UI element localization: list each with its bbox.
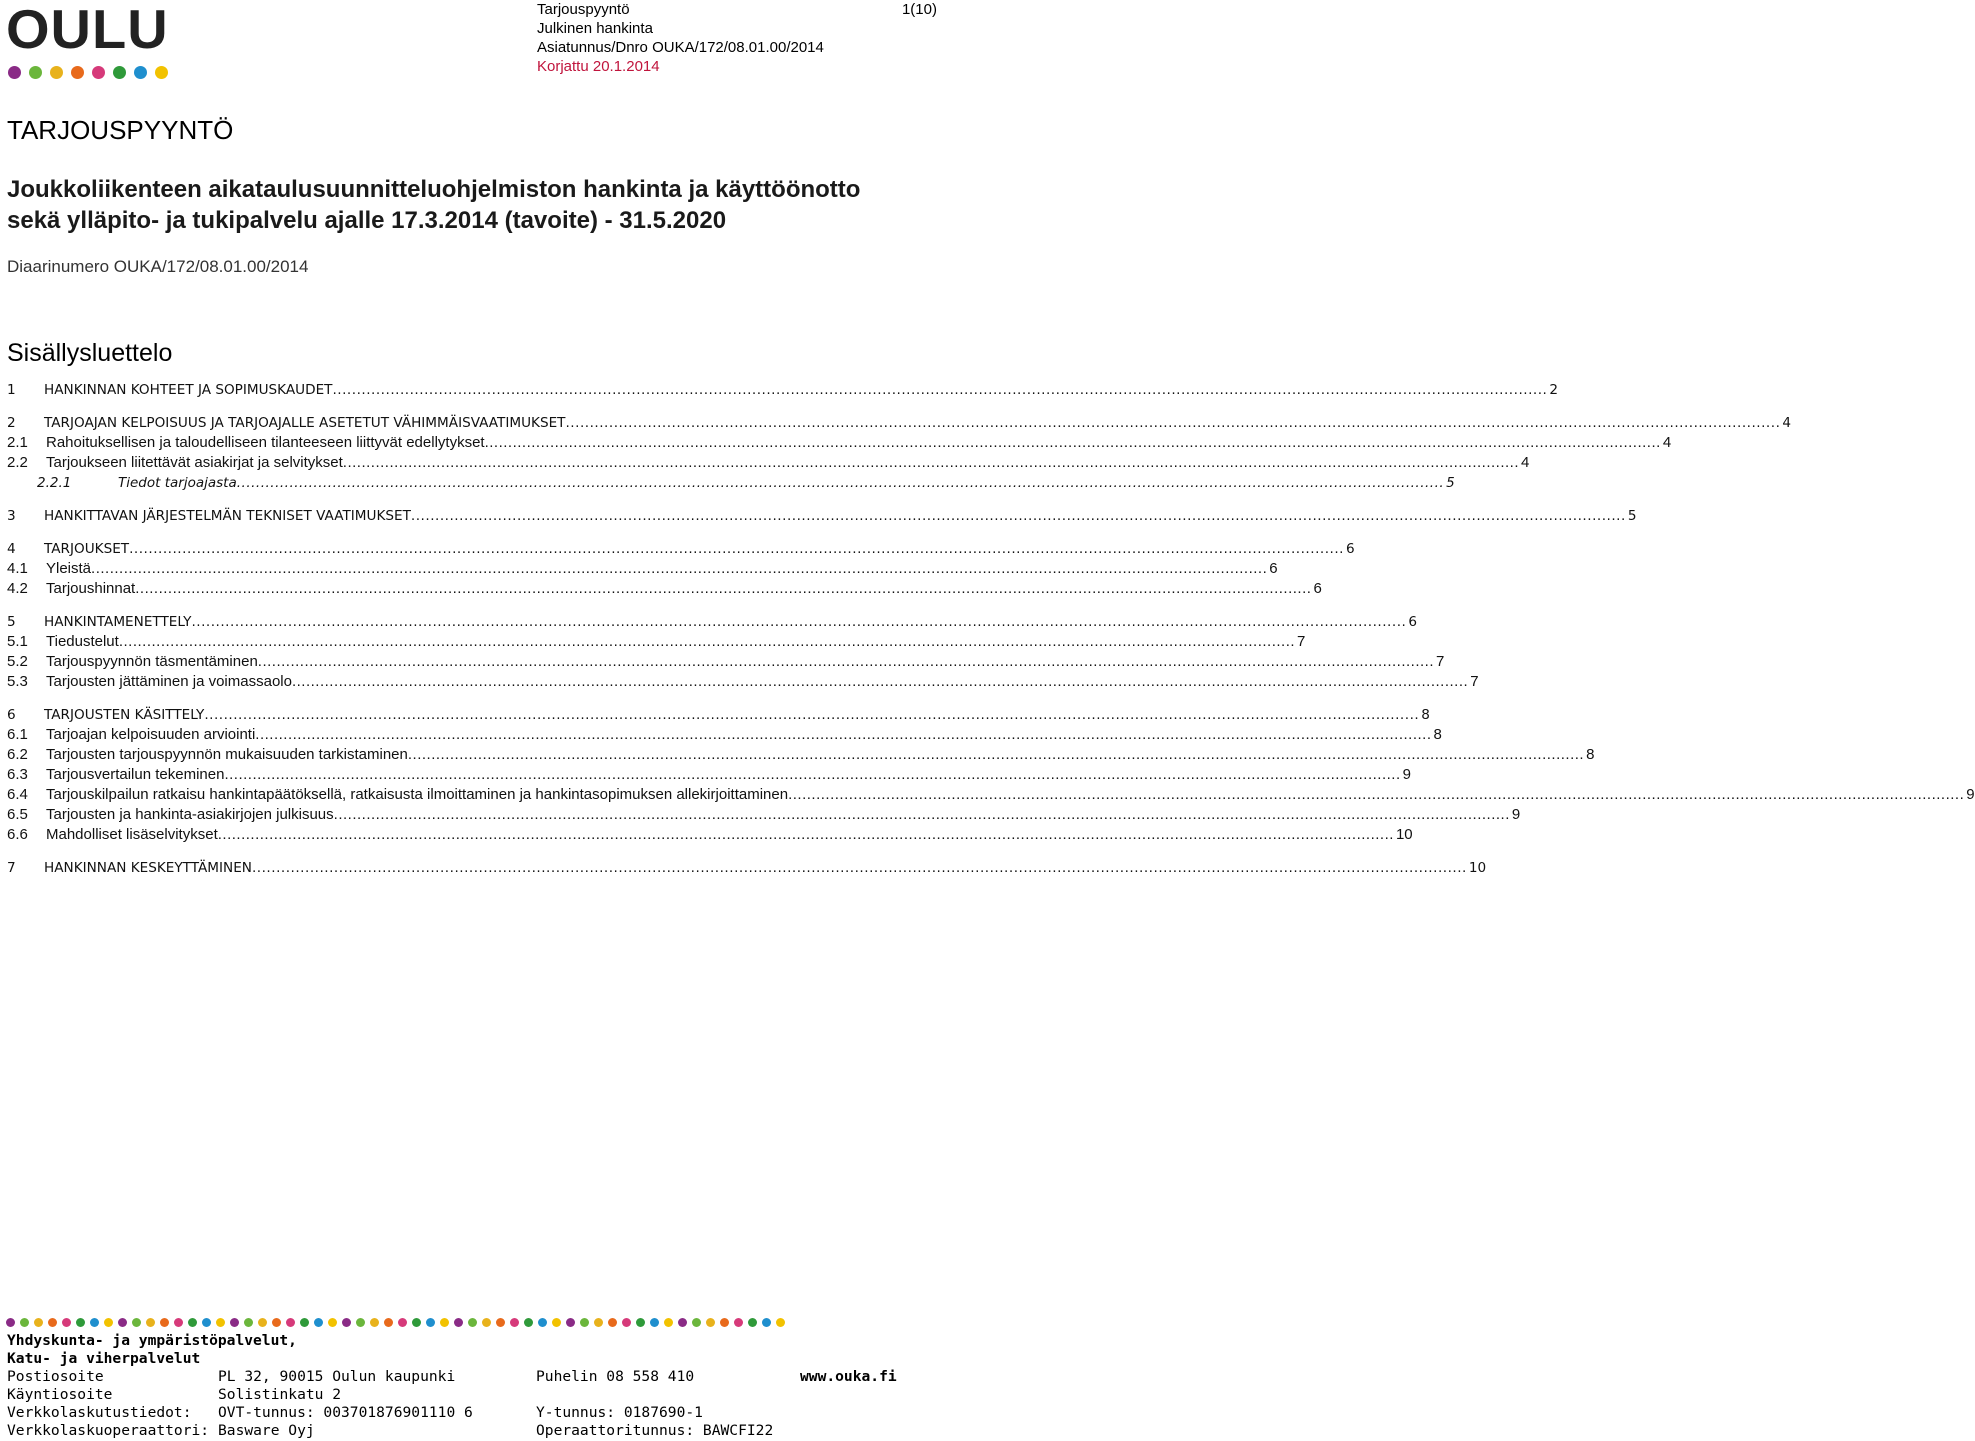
page-number: 1(10) bbox=[901, 1, 937, 18]
toc-page: 10 bbox=[1395, 826, 1413, 843]
toc-title: Sisällysluettelo bbox=[7, 339, 173, 367]
footer-dot bbox=[636, 1318, 645, 1327]
toc-title-text: Tiedot tarjoajasta bbox=[118, 475, 237, 491]
toc-number: 7 bbox=[7, 860, 16, 876]
toc-title-text: Tarjousten tarjouspyynnön mukaisuuden tarkistaminen bbox=[46, 746, 408, 763]
toc-entry[interactable] bbox=[7, 539, 1355, 559]
toc-number: 1 bbox=[7, 382, 16, 398]
footer-dot bbox=[622, 1318, 631, 1327]
footer-dot bbox=[272, 1318, 281, 1327]
footer-cell: Käyntiosoite bbox=[7, 1386, 113, 1403]
document-header bbox=[537, 0, 937, 76]
logo-dots bbox=[6, 66, 169, 79]
footer-dot bbox=[146, 1318, 155, 1327]
toc-title-text: Rahoituksellisen ja taloudelliseen tilanteeseen liittyvät edellytykset bbox=[46, 434, 485, 451]
footer-dot bbox=[538, 1318, 547, 1327]
footer-dot bbox=[62, 1318, 71, 1327]
footer-cell: Y-tunnus: 0187690-1 bbox=[536, 1404, 703, 1421]
footer-cell: Verkkolaskuoperaattori: bbox=[7, 1422, 210, 1439]
toc-leader bbox=[255, 725, 1431, 745]
corrected-date: Korjattu 20.1.2014 bbox=[537, 58, 660, 75]
toc-title-text: HANKINTAMENETTELY bbox=[44, 614, 192, 630]
toc-leader bbox=[218, 825, 1394, 845]
diary-number: Asiatunnus/Dnro OUKA/172/08.01.00/2014 bbox=[537, 39, 824, 56]
toc-number: 6.5 bbox=[7, 806, 28, 823]
footer-dot bbox=[356, 1318, 365, 1327]
toc-number: 6.6 bbox=[7, 826, 28, 843]
toc-page: 8 bbox=[1433, 726, 1442, 743]
footer-dot bbox=[48, 1318, 57, 1327]
toc-title-text: Tarjousvertailun tekeminen bbox=[46, 766, 225, 783]
footer-dot bbox=[608, 1318, 617, 1327]
toc-leader bbox=[411, 506, 1626, 526]
toc-leader bbox=[332, 380, 1547, 400]
toc-page: 6 bbox=[1346, 541, 1355, 557]
toc-number: 6 bbox=[7, 707, 16, 723]
toc-number: 5.3 bbox=[7, 673, 28, 690]
toc-page: 10 bbox=[1468, 860, 1487, 876]
toc-entry[interactable] bbox=[7, 473, 1455, 493]
footer-dot bbox=[90, 1318, 99, 1327]
footer-dots bbox=[6, 1318, 785, 1327]
oulu-logo bbox=[6, 0, 169, 79]
logo-text: OULU bbox=[6, 0, 169, 60]
toc-number: 4.1 bbox=[7, 560, 28, 577]
footer-dot bbox=[678, 1318, 687, 1327]
footer-cell: Verkkolaskutustiedot: bbox=[7, 1404, 192, 1421]
toc-title-text: Tarjoushinnat bbox=[46, 580, 136, 597]
toc-title-text: Tarjouspyynnön täsmentäminen bbox=[46, 653, 258, 670]
footer-cell: Operaattoritunnus: BAWCFI22 bbox=[536, 1422, 774, 1439]
toc-entry[interactable] bbox=[7, 453, 1530, 473]
footer-dot bbox=[244, 1318, 253, 1327]
footer-dot bbox=[132, 1318, 141, 1327]
doc-type: Tarjouspyyntö bbox=[537, 1, 630, 18]
toc-title-text: TARJOUSTEN KÄSITTELY bbox=[44, 707, 205, 723]
footer-dot bbox=[258, 1318, 267, 1327]
logo-dot bbox=[134, 66, 147, 79]
toc-title-text: Tarjousten ja hankinta-asiakirjojen julkisuus bbox=[46, 806, 334, 823]
subject-line-1: Joukkoliikenteen aikataulusuunnitteluohjelmiston hankinta ja käyttöönotto bbox=[7, 176, 861, 203]
footer-dot bbox=[384, 1318, 393, 1327]
table-of-contents bbox=[7, 380, 1975, 878]
toc-title-text: Tarjousten jättäminen ja voimassaolo bbox=[46, 673, 292, 690]
document-title: TARJOUSPYYNTÖ bbox=[7, 115, 234, 145]
logo-dot bbox=[29, 66, 42, 79]
diary-line: Diaarinumero OUKA/172/08.01.00/2014 bbox=[7, 257, 309, 276]
toc-entry[interactable] bbox=[7, 413, 1792, 433]
footer-dot bbox=[650, 1318, 659, 1327]
subject-heading bbox=[7, 174, 957, 236]
toc-page: 9 bbox=[1402, 766, 1411, 783]
toc-number: 2.1 bbox=[7, 434, 28, 451]
toc-page: 6 bbox=[1313, 580, 1322, 597]
toc-number: 5 bbox=[7, 614, 16, 630]
footer-dot bbox=[552, 1318, 561, 1327]
footer-cell bbox=[800, 1422, 957, 1440]
toc-leader bbox=[135, 579, 1311, 599]
logo-dot bbox=[8, 66, 21, 79]
toc-title-text: Yleistä bbox=[46, 560, 92, 577]
footer-dot bbox=[174, 1318, 183, 1327]
footer-dot bbox=[286, 1318, 295, 1327]
toc-entry[interactable] bbox=[7, 559, 1278, 579]
footer-dot bbox=[720, 1318, 729, 1327]
toc-page: 7 bbox=[1297, 633, 1306, 650]
footer-dot bbox=[300, 1318, 309, 1327]
toc-entry[interactable] bbox=[7, 725, 1442, 745]
footer-cell: Solistinkatu 2 bbox=[218, 1386, 342, 1403]
footer-dot bbox=[20, 1318, 29, 1327]
toc-title-text: HANKINNAN KESKEYTTÄMINEN bbox=[44, 860, 252, 876]
footer-department-1: Yhdyskunta- ja ympäristöpalvelut, bbox=[7, 1332, 297, 1349]
toc-title-text: Tiedustelut bbox=[46, 633, 119, 650]
footer-dot bbox=[748, 1318, 757, 1327]
toc-leader bbox=[119, 632, 1295, 652]
toc-entry[interactable] bbox=[7, 433, 1672, 453]
toc-number: 6.1 bbox=[7, 726, 28, 743]
toc-entry[interactable] bbox=[7, 579, 1322, 599]
toc-entry[interactable] bbox=[7, 705, 1430, 725]
footer-dot bbox=[328, 1318, 337, 1327]
toc-title-text: Tarjoukseen liitettävät asiakirjat ja selvitykset bbox=[46, 454, 343, 471]
logo-dot bbox=[155, 66, 168, 79]
footer-dot bbox=[706, 1318, 715, 1327]
procurement-type: Julkinen hankinta bbox=[537, 20, 653, 37]
footer-cell bbox=[800, 1386, 957, 1404]
footer-contact-grid bbox=[7, 1368, 957, 1440]
toc-number: 2 bbox=[7, 415, 16, 431]
footer-dot bbox=[496, 1318, 505, 1327]
toc-leader bbox=[485, 433, 1661, 453]
footer bbox=[7, 1332, 957, 1440]
toc-page: 7 bbox=[1470, 673, 1479, 690]
toc-leader bbox=[788, 785, 1964, 805]
footer-dot bbox=[468, 1318, 477, 1327]
toc-entry[interactable] bbox=[7, 612, 1418, 632]
footer-dot bbox=[664, 1318, 673, 1327]
toc-leader bbox=[204, 705, 1419, 725]
toc-number: 2.2.1 bbox=[37, 475, 72, 491]
footer-dot bbox=[314, 1318, 323, 1327]
toc-page: 5 bbox=[1627, 508, 1637, 524]
logo-dot bbox=[92, 66, 105, 79]
footer-dot bbox=[160, 1318, 169, 1327]
footer-cell bbox=[800, 1404, 957, 1422]
toc-entry[interactable] bbox=[7, 506, 1637, 526]
toc-page: 7 bbox=[1436, 653, 1445, 670]
footer-dot bbox=[188, 1318, 197, 1327]
toc-entry[interactable] bbox=[7, 825, 1413, 845]
toc-entry[interactable] bbox=[7, 805, 1521, 825]
toc-number: 6.4 bbox=[7, 786, 28, 803]
toc-title-text: HANKINNAN KOHTEET JA SOPIMUSKAUDET bbox=[44, 382, 333, 398]
toc-number: 6.3 bbox=[7, 766, 28, 783]
toc-leader bbox=[334, 805, 1510, 825]
toc-title-text: TARJOUKSET bbox=[44, 541, 130, 557]
footer-cell: Postiosoite bbox=[7, 1368, 104, 1385]
footer-dot bbox=[426, 1318, 435, 1327]
footer-dot bbox=[342, 1318, 351, 1327]
toc-page: 6 bbox=[1408, 614, 1418, 630]
toc-title-text: Tarjouskilpailun ratkaisu hankintapäätöksellä, ratkaisusta ilmoittaminen ja hankintasopimuksen allekirjoittaminen bbox=[46, 786, 789, 803]
toc-page: 8 bbox=[1421, 707, 1430, 723]
footer-dot bbox=[580, 1318, 589, 1327]
toc-number: 4 bbox=[7, 541, 16, 557]
footer-dot bbox=[734, 1318, 743, 1327]
footer-cell: Puhelin 08 558 410 bbox=[536, 1368, 695, 1385]
footer-dot bbox=[216, 1318, 225, 1327]
logo-dot bbox=[50, 66, 63, 79]
logo-dot bbox=[71, 66, 84, 79]
toc-page: 4 bbox=[1521, 454, 1530, 471]
toc-page: 2 bbox=[1549, 382, 1559, 398]
toc-leader bbox=[258, 652, 1434, 672]
footer-dot bbox=[482, 1318, 491, 1327]
footer-dot bbox=[104, 1318, 113, 1327]
toc-entry[interactable] bbox=[7, 672, 1479, 692]
toc-page: 9 bbox=[1966, 786, 1975, 803]
toc-entry[interactable] bbox=[7, 380, 1559, 400]
footer-dot bbox=[412, 1318, 421, 1327]
toc-number: 5.1 bbox=[7, 633, 28, 650]
toc-entry[interactable] bbox=[7, 745, 1595, 765]
toc-leader bbox=[252, 858, 1467, 878]
toc-page: 6 bbox=[1269, 560, 1278, 577]
toc-leader bbox=[237, 473, 1444, 493]
footer-dot bbox=[76, 1318, 85, 1327]
footer-website[interactable]: www.ouka.fi bbox=[800, 1368, 897, 1385]
subject-line-2: sekä ylläpito- ja tukipalvelu ajalle 17.3.2014 (tavoite) - 31.5.2020 bbox=[7, 207, 727, 234]
footer-dot bbox=[692, 1318, 701, 1327]
toc-title-text: Mahdolliset lisäselvitykset bbox=[46, 826, 218, 843]
footer-cell: PL 32, 90015 Oulun kaupunki bbox=[218, 1368, 456, 1385]
footer-dot bbox=[454, 1318, 463, 1327]
toc-page: 4 bbox=[1782, 415, 1792, 431]
footer-dot bbox=[510, 1318, 519, 1327]
toc-number: 4.2 bbox=[7, 580, 28, 597]
toc-page: 5 bbox=[1446, 475, 1455, 491]
toc-page: 9 bbox=[1511, 806, 1521, 823]
footer-dot bbox=[370, 1318, 379, 1327]
toc-number: 2.2 bbox=[7, 454, 28, 471]
footer-dot bbox=[6, 1318, 15, 1327]
toc-entry[interactable] bbox=[7, 765, 1411, 785]
footer-dot bbox=[440, 1318, 449, 1327]
toc-entry[interactable] bbox=[7, 632, 1306, 652]
toc-page: 4 bbox=[1662, 434, 1672, 451]
toc-leader bbox=[91, 559, 1267, 579]
footer-dot bbox=[762, 1318, 771, 1327]
toc-page: 8 bbox=[1586, 746, 1595, 763]
logo-dot bbox=[113, 66, 126, 79]
toc-leader bbox=[565, 413, 1780, 433]
footer-dot bbox=[118, 1318, 127, 1327]
footer-cell: OVT-tunnus: 003701876901110 6 bbox=[218, 1404, 473, 1421]
toc-title-text: HANKITTAVAN JÄRJESTELMÄN TEKNISET VAATIMUKSET bbox=[44, 508, 411, 524]
toc-number: 3 bbox=[7, 508, 16, 524]
toc-leader bbox=[191, 612, 1406, 632]
toc-number: 5.2 bbox=[7, 653, 28, 670]
footer-cell bbox=[536, 1386, 800, 1404]
footer-dot bbox=[398, 1318, 407, 1327]
toc-entry[interactable] bbox=[7, 858, 1487, 878]
toc-leader bbox=[224, 765, 1400, 785]
toc-title-text: Tarjoajan kelpoisuuden arviointi bbox=[46, 726, 256, 743]
footer-dot bbox=[202, 1318, 211, 1327]
footer-dot bbox=[524, 1318, 533, 1327]
footer-dot bbox=[230, 1318, 239, 1327]
toc-leader bbox=[343, 453, 1519, 473]
toc-leader bbox=[129, 539, 1344, 559]
footer-dot bbox=[776, 1318, 785, 1327]
footer-dot bbox=[34, 1318, 43, 1327]
toc-leader bbox=[408, 745, 1584, 765]
footer-dot bbox=[566, 1318, 575, 1327]
footer-dot bbox=[594, 1318, 603, 1327]
toc-number: 6.2 bbox=[7, 746, 28, 763]
toc-entry[interactable] bbox=[7, 785, 1975, 805]
toc-entry[interactable] bbox=[7, 652, 1445, 672]
footer-department-2: Katu- ja viherpalvelut bbox=[7, 1350, 201, 1367]
toc-leader bbox=[292, 672, 1468, 692]
footer-cell: Basware Oyj bbox=[218, 1422, 315, 1439]
toc-title-text: TARJOAJAN KELPOISUUS JA TARJOAJALLE ASETETUT VÄHIMMÄISVAATIMUKSET bbox=[44, 415, 566, 431]
